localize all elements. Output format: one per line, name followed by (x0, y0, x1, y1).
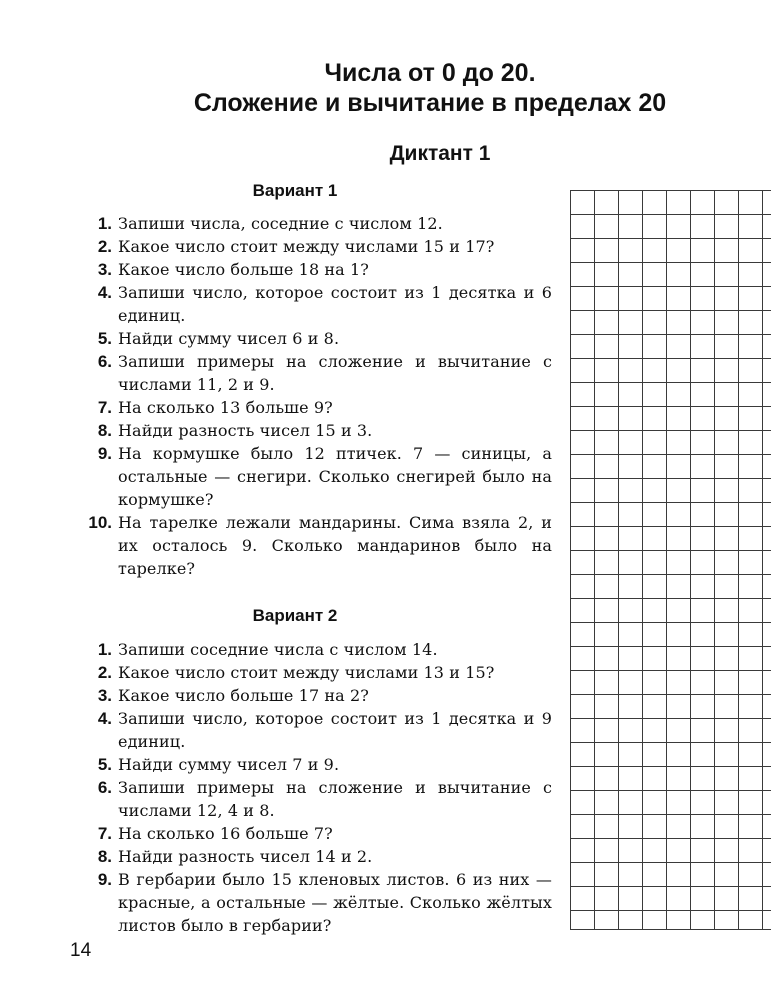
task-text: На сколько 13 больше 9? (118, 398, 333, 417)
variant-2-task (70, 753, 552, 776)
variant-2-task-list (70, 638, 552, 937)
task-number: 4. (97, 709, 112, 728)
variant-2-task (70, 822, 552, 845)
variant-2-task (70, 684, 552, 707)
variant-2-task (70, 638, 552, 661)
task-number: 8. (97, 847, 112, 866)
task-number: 3. (97, 686, 112, 705)
variant-2-task (70, 776, 552, 822)
variant-2-task (70, 845, 552, 868)
task-number: 9. (97, 870, 112, 889)
task-text: Какое число больше 18 на 1? (118, 260, 369, 279)
variant-1-title: Вариант 1 (252, 181, 338, 200)
task-number: 4. (97, 283, 112, 302)
task-number: 7. (97, 824, 112, 843)
task-text: Найди разность чисел 15 и 3. (118, 421, 373, 440)
task-number: 6. (97, 352, 112, 371)
task-text: Какое число стоит между числами 15 и 17? (118, 237, 495, 256)
task-number: 1. (97, 640, 112, 659)
variant-2-task (70, 707, 552, 753)
task-text: Запиши примеры на сложение и вычитание с числами 12, 4 и 8. (118, 778, 552, 820)
variant-1-task (70, 419, 552, 442)
task-text: Найди разность чисел 14 и 2. (118, 847, 373, 866)
task-number: 7. (97, 398, 112, 417)
task-text: Запиши число, которое состоит из 1 десятка и 9 единиц. (118, 709, 552, 751)
task-text: Найди сумму чисел 6 и 8. (118, 329, 340, 348)
task-text: Какое число стоит между числами 13 и 15? (118, 663, 495, 682)
variant-1-task (70, 212, 552, 235)
page-number: 14 (70, 940, 92, 961)
task-text: На кормушке было 12 птичек. 7 — синицы, а остальные — снегири. Сколько снегирей было на кормушке? (118, 444, 552, 509)
task-text: В гербарии было 15 кленовых листов. 6 из них — красные, а остальные — жёлтые. Сколько жёлтых листов было в гербарии? (118, 870, 552, 935)
variant-1-task (70, 258, 552, 281)
task-text: Запиши соседние числа с числом 14. (118, 640, 438, 659)
dictation-title: Диктант 1 (389, 142, 491, 165)
task-number: 5. (97, 755, 112, 774)
task-text: Запиши примеры на сложение и вычитание с числами 11, 2 и 9. (118, 352, 552, 394)
variant-1-task (70, 327, 552, 350)
variant-1-task (70, 235, 552, 258)
task-text: На тарелке лежали мандарины. Сима взяла 2, и их осталось 9. Сколько мандаринов было на тарелке? (118, 513, 552, 578)
variant-2-task (70, 868, 552, 937)
section-title-line1: Числа от 0 до 20. (324, 59, 536, 87)
task-text: Какое число больше 17 на 2? (118, 686, 369, 705)
task-number: 10. (88, 513, 112, 532)
task-number: 2. (97, 237, 112, 256)
task-number: 6. (97, 778, 112, 797)
variant-1-task (70, 511, 552, 580)
task-text: Найди сумму чисел 7 и 9. (118, 755, 340, 774)
task-text: На сколько 16 больше 7? (118, 824, 333, 843)
task-number: 3. (97, 260, 112, 279)
variant-1-task (70, 442, 552, 511)
variant-2-task (70, 661, 552, 684)
task-text: Запиши числа, соседние с числом 12. (118, 214, 443, 233)
variant-1-task (70, 350, 552, 396)
task-number: 1. (97, 214, 112, 233)
task-number: 8. (97, 421, 112, 440)
section-title-line2: Сложение и вычитание в пределах 20 (193, 89, 667, 117)
task-number: 5. (97, 329, 112, 348)
variant-1-task-list (70, 212, 552, 580)
task-number: 9. (97, 444, 112, 463)
variant-1-task (70, 281, 552, 327)
variant-1-task (70, 396, 552, 419)
answer-grid (570, 190, 771, 930)
task-text: Запиши число, которое состоит из 1 десятка и 6 единиц. (118, 283, 552, 325)
task-number: 2. (97, 663, 112, 682)
variant-2-title: Вариант 2 (252, 606, 338, 625)
